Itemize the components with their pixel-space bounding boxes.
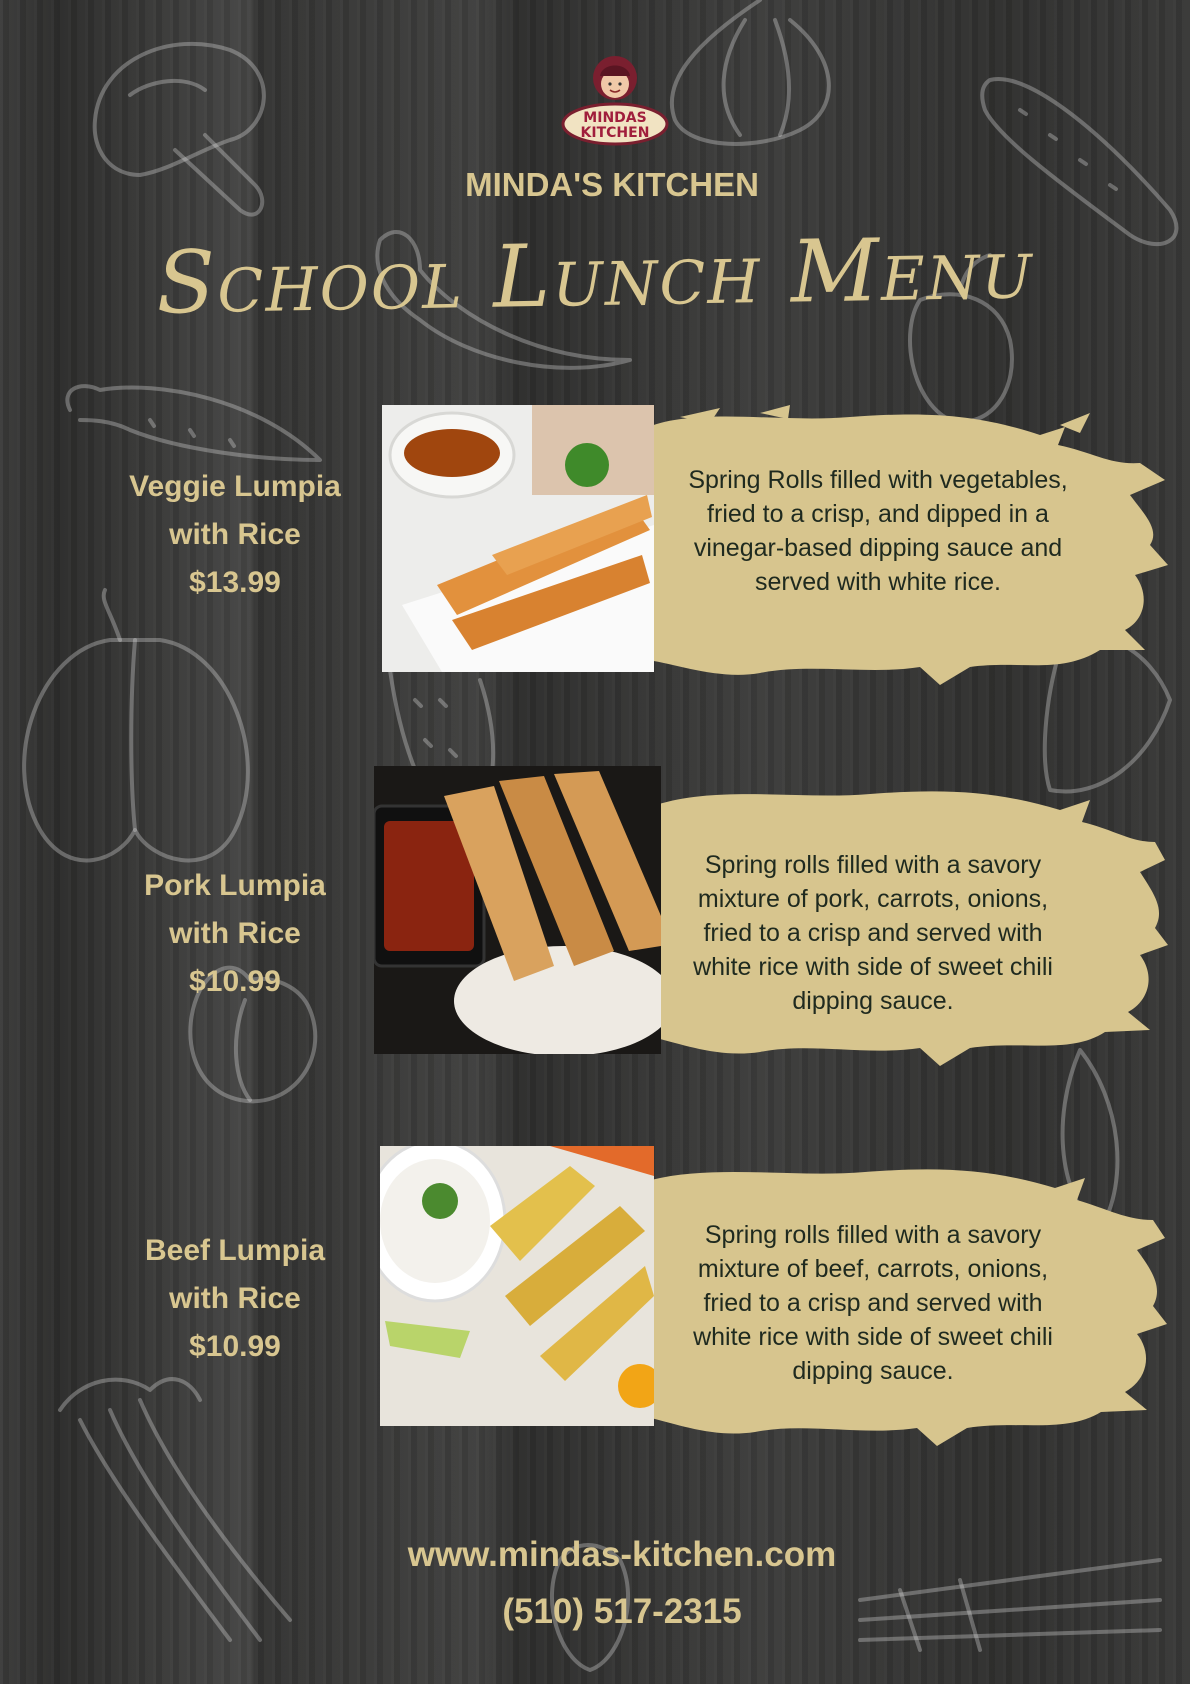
- svg-text:KITCHEN: KITCHEN: [580, 125, 650, 141]
- menu-item-name-line2: with Rice: [169, 917, 301, 950]
- pumpkin-doodle-icon: [24, 590, 248, 860]
- menu-item-price: $13.99: [189, 566, 281, 599]
- pork-lumpia-photo: [374, 766, 661, 1054]
- menu-item-name-line1: Veggie Lumpia: [129, 470, 341, 503]
- menu-item-price: $10.99: [189, 965, 281, 998]
- menu-item-description: Spring rolls filled with a savory mixture of pork, carrots, onions, fried to a crisp and served with white rice with side of sweet chili dipping sauce.: [693, 851, 1053, 1015]
- veggie-lumpia-photo: [382, 405, 654, 672]
- brand-name: MINDA'S KITCHEN: [465, 166, 759, 203]
- menu-item-name: [95, 1227, 375, 1371]
- onion-doodle-icon: [672, 0, 829, 144]
- beef-lumpia-photo: [380, 1146, 654, 1426]
- menu-item-name-line2: with Rice: [169, 1282, 301, 1315]
- menu-item-name: [95, 463, 375, 607]
- menu-item-name-line1: Pork Lumpia: [144, 869, 326, 902]
- menu-item-description: Spring rolls filled with a savory mixture of beef, carrots, onions, fried to a crisp and served with white rice with side of sweet chili dipping sauce.: [693, 1221, 1053, 1385]
- page-title: School Lunch Menu: [155, 218, 1035, 334]
- menu-item-price: $10.99: [189, 1330, 281, 1363]
- svg-text:MINDAS: MINDAS: [583, 110, 647, 126]
- menu-item-description: Spring Rolls filled with vegetables, fried to a crisp, and dipped in a vinegar-based dipping sauce and served with white rice.: [688, 466, 1068, 596]
- chili-pepper-doodle-icon: [67, 386, 320, 460]
- menu-item-name: [95, 862, 375, 1006]
- menu-item-name-line2: with Rice: [169, 518, 301, 551]
- phone-number[interactable]: (510) 517-2315: [502, 1592, 742, 1631]
- mindas-kitchen-logo: [560, 44, 670, 152]
- menu-item-name-line1: Beef Lumpia: [144, 1234, 326, 1267]
- website-link[interactable]: www.mindas-kitchen.com: [407, 1535, 837, 1574]
